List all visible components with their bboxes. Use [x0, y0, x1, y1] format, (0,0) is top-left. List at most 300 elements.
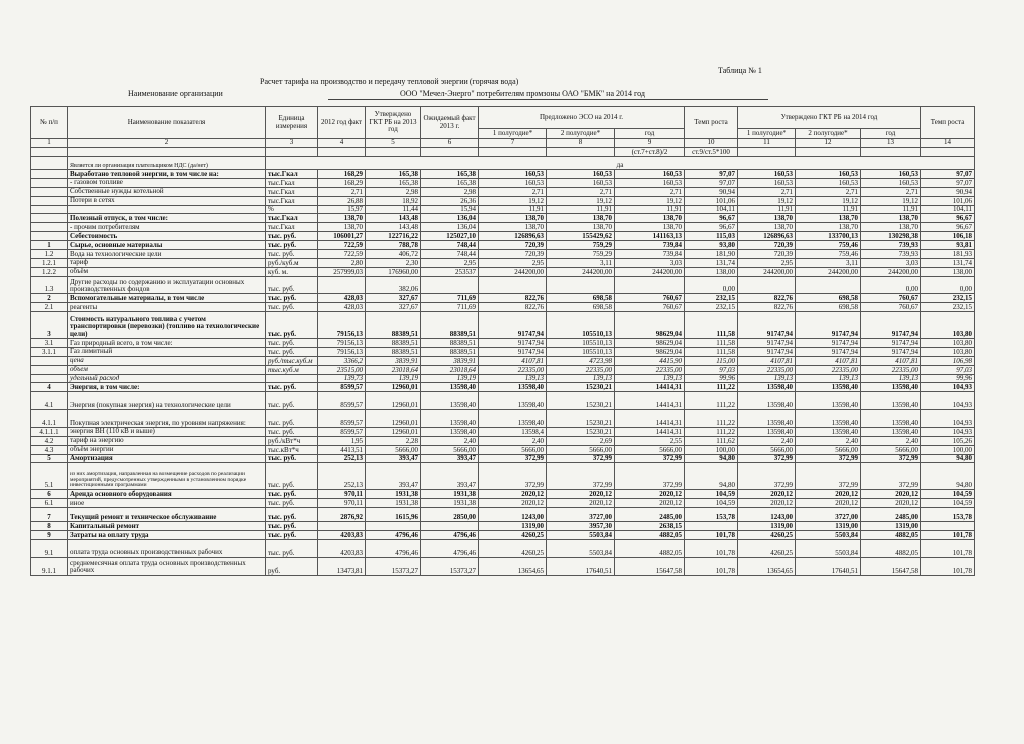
indicator-name: - прочим потребителям: [68, 223, 266, 232]
value-cell: [318, 522, 366, 531]
row-number: 4.3: [31, 445, 68, 454]
table-row: [31, 232, 975, 241]
value-cell: 4723,98: [547, 356, 615, 365]
value-cell: 88389,51: [366, 347, 421, 356]
value-cell: 104,59: [921, 499, 975, 508]
table-row: [31, 522, 975, 531]
value-cell: 14414,31: [615, 410, 685, 428]
value-cell: 11,91: [479, 205, 547, 214]
value-cell: 720,39: [738, 250, 796, 259]
value-cell: 12960,01: [366, 383, 421, 392]
value-cell: 15230,21: [547, 392, 615, 410]
row-number: 9.1: [31, 539, 68, 557]
value-cell: 88389,51: [421, 347, 479, 356]
value-cell: 2638,15: [615, 522, 685, 531]
value-cell: 96,67: [921, 223, 975, 232]
value-cell: 3727,00: [547, 507, 615, 521]
header-gkt-year: год: [861, 129, 921, 139]
value-cell: 760,67: [615, 303, 685, 312]
row-number: 6: [31, 490, 68, 499]
value-cell: [421, 522, 479, 531]
row-number: 5: [31, 454, 68, 463]
table-row: [31, 276, 975, 294]
value-cell: 253537: [421, 267, 479, 276]
column-number: 6: [421, 139, 479, 148]
value-cell: 8599,57: [318, 392, 366, 410]
value-cell: 14414,31: [615, 383, 685, 392]
indicator-name: Энергия (покупная энергия) на технологические цели: [68, 392, 266, 410]
header-eso-2014: Предложено ЭСО на 2014 г.: [479, 107, 685, 129]
value-cell: 101,78: [685, 531, 738, 540]
value-cell: 748,44: [421, 241, 479, 250]
value-cell: 11,44: [366, 205, 421, 214]
value-cell: 98629,04: [615, 312, 685, 339]
value-cell: 393,47: [366, 454, 421, 463]
value-cell: 122716,22: [366, 232, 421, 241]
value-cell: 428,03: [318, 294, 366, 303]
value-cell: 748,44: [421, 250, 479, 259]
value-cell: 4415,90: [615, 356, 685, 365]
value-cell: 372,99: [861, 463, 921, 490]
organization-line: [128, 89, 768, 99]
row-number: [31, 196, 68, 205]
value-cell: 720,39: [738, 241, 796, 250]
table-row: [31, 507, 975, 521]
value-cell: 5666,00: [796, 445, 861, 454]
value-cell: 2,30: [366, 258, 421, 267]
value-cell: 160,53: [738, 170, 796, 179]
unit-cell: тыс. руб.: [266, 531, 318, 540]
row-number: 3.1.1: [31, 347, 68, 356]
value-cell: 19,12: [547, 196, 615, 205]
value-cell: 428,03: [318, 303, 366, 312]
header-name: Наименование показателя: [68, 107, 266, 139]
value-cell: 139,13: [547, 374, 615, 383]
column-number-row: [31, 139, 975, 148]
value-cell: 3,03: [861, 258, 921, 267]
value-cell: 739,84: [615, 241, 685, 250]
value-cell: 5666,00: [479, 445, 547, 454]
value-cell: 4107,81: [861, 356, 921, 365]
value-cell: 13473,81: [318, 557, 366, 575]
value-cell: 104,59: [921, 490, 975, 499]
value-cell: 2020,12: [861, 490, 921, 499]
value-cell: 11,91: [861, 205, 921, 214]
value-cell: 101,06: [921, 196, 975, 205]
value-cell: 138,70: [796, 223, 861, 232]
value-cell: 138,70: [738, 223, 796, 232]
value-cell: 2020,12: [479, 490, 547, 499]
unit-cell: тыс.Гкал: [266, 178, 318, 187]
value-cell: 5503,84: [796, 539, 861, 557]
unit-cell: тыс.Гкал: [266, 214, 318, 223]
row-number: 4.2: [31, 436, 68, 445]
value-cell: 165,38: [421, 170, 479, 179]
value-cell: 160,53: [615, 170, 685, 179]
value-cell: 97,07: [685, 178, 738, 187]
row-number: [31, 205, 68, 214]
value-cell: 698,58: [796, 294, 861, 303]
header-gkt-growth: Темп роста: [921, 107, 975, 139]
value-cell: 160,53: [861, 170, 921, 179]
value-cell: 822,76: [738, 294, 796, 303]
column-number: 10: [685, 139, 738, 148]
value-cell: 139,13: [861, 374, 921, 383]
value-cell: 4413,51: [318, 445, 366, 454]
indicator-name: цена: [68, 356, 266, 365]
value-cell: 13598,40: [738, 392, 796, 410]
indicator-name: Другие расходы по содержанию и эксплуатации основных производственных фондов: [68, 276, 266, 294]
table-row: [31, 303, 975, 312]
value-cell: 94,80: [921, 454, 975, 463]
row-number: 1.3: [31, 276, 68, 294]
value-cell: 115,00: [685, 356, 738, 365]
value-cell: 11,91: [547, 205, 615, 214]
column-number: 13: [861, 139, 921, 148]
value-cell: 13598,40: [421, 392, 479, 410]
value-cell: 4107,81: [479, 356, 547, 365]
value-cell: 138,00: [685, 267, 738, 276]
value-cell: 138,70: [547, 214, 615, 223]
value-cell: 4796,46: [366, 531, 421, 540]
value-cell: 17640,51: [796, 557, 861, 575]
indicator-name: Стоимость натурального топлива с учетом транспортировки (перевозки) (топливо на технологические цели): [68, 312, 266, 339]
unit-cell: руб.: [266, 557, 318, 575]
indicator-name: удельный расход: [68, 374, 266, 383]
value-cell: 1931,38: [366, 499, 421, 508]
value-cell: 13598,40: [421, 410, 479, 428]
value-cell: 138,70: [615, 214, 685, 223]
value-cell: 722,59: [318, 250, 366, 259]
row-number: [31, 365, 68, 374]
value-cell: 98629,04: [615, 347, 685, 356]
value-cell: 5666,00: [738, 445, 796, 454]
table-row: [31, 347, 975, 356]
indicator-name: Выработано тепловой энергии, в том числе на:: [68, 170, 266, 179]
value-cell: 106,98: [921, 356, 975, 365]
row-number: 2.1: [31, 303, 68, 312]
value-cell: 822,76: [479, 294, 547, 303]
unit-cell: тыс.Гкал: [266, 170, 318, 179]
indicator-name: Амортизация: [68, 454, 266, 463]
value-cell: 372,99: [738, 454, 796, 463]
unit-cell: руб./кВт*ч: [266, 436, 318, 445]
value-cell: 970,11: [318, 490, 366, 499]
table-row: [31, 499, 975, 508]
row-number: 1.2.2: [31, 267, 68, 276]
value-cell: 3839,91: [421, 356, 479, 365]
table-row: [31, 557, 975, 575]
value-cell: 711,69: [421, 294, 479, 303]
value-cell: 138,70: [861, 214, 921, 223]
row-number: 2: [31, 294, 68, 303]
value-cell: [796, 276, 861, 294]
value-cell: 2020,12: [479, 499, 547, 508]
value-cell: 244200,00: [547, 267, 615, 276]
unit-cell: тыс.куб.м: [266, 365, 318, 374]
value-cell: 0,00: [685, 276, 738, 294]
value-cell: 8599,57: [318, 383, 366, 392]
value-cell: 126896,63: [479, 232, 547, 241]
value-cell: 104,93: [921, 410, 975, 428]
value-cell: 160,53: [738, 178, 796, 187]
table-row: [31, 267, 975, 276]
value-cell: 5666,00: [615, 445, 685, 454]
value-cell: 1931,38: [421, 499, 479, 508]
formula-growth: ст.9/ст.5*100: [685, 148, 738, 157]
value-cell: 4260,25: [479, 531, 547, 540]
indicator-name: [68, 205, 266, 214]
value-cell: 105510,13: [547, 312, 615, 339]
value-cell: 19,12: [861, 196, 921, 205]
unit-cell: тыс. руб.: [266, 463, 318, 490]
value-cell: 3839,91: [366, 356, 421, 365]
row-number: [31, 356, 68, 365]
value-cell: 99,96: [685, 374, 738, 383]
header-gkt-h2: 2 полугодие*: [796, 129, 861, 139]
value-cell: 111,62: [685, 436, 738, 445]
value-cell: 4882,05: [615, 539, 685, 557]
unit-cell: тыс. руб.: [266, 241, 318, 250]
table-row: [31, 365, 975, 374]
value-cell: 759,29: [547, 241, 615, 250]
value-cell: 232,15: [685, 294, 738, 303]
value-cell: 2,98: [421, 187, 479, 196]
value-cell: 5666,00: [547, 445, 615, 454]
value-cell: 103,80: [921, 312, 975, 339]
unit-cell: тыс. руб.: [266, 347, 318, 356]
value-cell: 19,12: [615, 196, 685, 205]
value-cell: 136,04: [421, 214, 479, 223]
value-cell: 2020,12: [615, 490, 685, 499]
value-cell: 3957,30: [547, 522, 615, 531]
value-cell: 91747,94: [479, 347, 547, 356]
value-cell: 13598,40: [738, 383, 796, 392]
unit-cell: руб./куб.м: [266, 258, 318, 267]
value-cell: 105510,13: [547, 338, 615, 347]
value-cell: 252,13: [318, 463, 366, 490]
value-cell: 26,88: [318, 196, 366, 205]
value-cell: 11,91: [615, 205, 685, 214]
value-cell: 93,80: [685, 241, 738, 250]
indicator-name: Вспомогательные материалы, в том числе: [68, 294, 266, 303]
value-cell: 100,00: [685, 445, 738, 454]
table-row: [31, 205, 975, 214]
value-cell: 257999,03: [318, 267, 366, 276]
value-cell: 12960,01: [366, 427, 421, 436]
value-cell: 115,03: [685, 232, 738, 241]
table-row: [31, 463, 975, 490]
value-cell: 94,80: [685, 454, 738, 463]
value-cell: 181,93: [921, 250, 975, 259]
indicator-name: тариф на энергию: [68, 436, 266, 445]
table-row: [31, 436, 975, 445]
table-row: [31, 223, 975, 232]
value-cell: 160,53: [796, 178, 861, 187]
unit-cell: тыс. руб.: [266, 499, 318, 508]
value-cell: 2,95: [421, 258, 479, 267]
table-row: [31, 539, 975, 557]
unit-cell: тыс. руб.: [266, 303, 318, 312]
indicator-name: иное: [68, 499, 266, 508]
value-cell: 739,93: [861, 250, 921, 259]
value-cell: 13598,40: [479, 383, 547, 392]
value-cell: 101,78: [921, 539, 975, 557]
value-cell: 15230,21: [547, 410, 615, 428]
value-cell: 4260,25: [479, 539, 547, 557]
value-cell: 105510,13: [547, 347, 615, 356]
value-cell: 0,00: [861, 276, 921, 294]
value-cell: 19,12: [796, 196, 861, 205]
value-cell: 4203,83: [318, 531, 366, 540]
value-cell: 111,22: [685, 383, 738, 392]
value-cell: [547, 276, 615, 294]
table-row: [31, 392, 975, 410]
value-cell: 8599,57: [318, 410, 366, 428]
value-cell: 160,53: [547, 170, 615, 179]
unit-cell: [266, 374, 318, 383]
value-cell: 12960,01: [366, 392, 421, 410]
unit-cell: тыс. руб.: [266, 539, 318, 557]
unit-cell: тыс. руб.: [266, 232, 318, 241]
value-cell: 138,70: [861, 223, 921, 232]
row-number: [31, 223, 68, 232]
value-cell: 126896,63: [738, 232, 796, 241]
value-cell: 15230,21: [547, 427, 615, 436]
indicator-name: Затраты на оплату труда: [68, 531, 266, 540]
value-cell: 3,11: [547, 258, 615, 267]
value-cell: 13654,65: [479, 557, 547, 575]
value-cell: 94,80: [921, 463, 975, 490]
value-cell: 104,93: [921, 383, 975, 392]
value-cell: 138,70: [547, 223, 615, 232]
table-row: [31, 356, 975, 365]
value-cell: 160,53: [547, 178, 615, 187]
indicator-name: тариф: [68, 258, 266, 267]
table-number: Таблица № 1: [718, 66, 762, 75]
value-cell: 96,67: [685, 223, 738, 232]
header-num: № п/п: [31, 107, 68, 139]
indicator-name: - газовом топливе: [68, 178, 266, 187]
value-cell: 125027,10: [421, 232, 479, 241]
unit-cell: тыс. руб.: [266, 250, 318, 259]
header-eso-h1: 1 полугодие*: [479, 129, 547, 139]
value-cell: 22335,00: [861, 365, 921, 374]
value-cell: 22335,00: [615, 365, 685, 374]
value-cell: 1319,00: [861, 522, 921, 531]
unit-cell: тыс. руб.: [266, 507, 318, 521]
value-cell: 2485,00: [861, 507, 921, 521]
indicator-name: Покупная электрическая энергия, по уровням напряжения:: [68, 410, 266, 428]
table-row: [31, 410, 975, 428]
value-cell: 136,04: [421, 223, 479, 232]
value-cell: 244200,00: [861, 267, 921, 276]
value-cell: 138,70: [796, 214, 861, 223]
value-cell: 760,67: [615, 294, 685, 303]
value-cell: 181,90: [685, 250, 738, 259]
value-cell: 160,53: [615, 178, 685, 187]
value-cell: 97,07: [921, 178, 975, 187]
row-number: 8: [31, 522, 68, 531]
value-cell: 1319,00: [796, 522, 861, 531]
table-row: [31, 445, 975, 454]
value-cell: 393,47: [366, 463, 421, 490]
indicator-name: Сырье, основные материалы: [68, 241, 266, 250]
table-row: [31, 250, 975, 259]
row-number: 3: [31, 312, 68, 339]
row-number: [31, 187, 68, 196]
value-cell: 970,11: [318, 499, 366, 508]
value-cell: 130298,38: [861, 232, 921, 241]
organization-underline: [328, 99, 768, 100]
table-row: [31, 241, 975, 250]
value-cell: 153,78: [921, 507, 975, 521]
value-cell: 327,67: [366, 294, 421, 303]
value-cell: 22335,00: [738, 365, 796, 374]
value-cell: 1931,38: [366, 490, 421, 499]
value-cell: 165,38: [366, 178, 421, 187]
unit-cell: тыс.Гкал: [266, 223, 318, 232]
table-row: [31, 454, 975, 463]
value-cell: 739,84: [615, 250, 685, 259]
value-cell: 139,13: [479, 374, 547, 383]
value-cell: [921, 522, 975, 531]
column-number: 5: [366, 139, 421, 148]
unit-cell: руб./тыс.куб.м: [266, 356, 318, 365]
value-cell: 96,67: [921, 214, 975, 223]
value-cell: 244200,00: [479, 267, 547, 276]
value-cell: 722,59: [318, 241, 366, 250]
value-cell: 2,40: [861, 436, 921, 445]
unit-cell: тыс. руб.: [266, 312, 318, 339]
value-cell: 111,58: [685, 338, 738, 347]
unit-cell: тыс. руб.: [266, 383, 318, 392]
value-cell: 698,58: [547, 303, 615, 312]
header-gkt2013: Утверждено ГКТ РБ на 2013 год: [366, 107, 421, 139]
value-cell: 13598,40: [861, 383, 921, 392]
value-cell: 327,67: [366, 303, 421, 312]
value-cell: 13598,40: [861, 427, 921, 436]
table-row: [31, 187, 975, 196]
value-cell: 13654,65: [738, 557, 796, 575]
row-number: 4.1.1.1: [31, 427, 68, 436]
value-cell: 1931,38: [421, 490, 479, 499]
value-cell: 1615,96: [366, 507, 421, 521]
value-cell: [421, 276, 479, 294]
table-row: [31, 258, 975, 267]
value-cell: 15647,58: [861, 557, 921, 575]
unit-cell: тыс. руб.: [266, 276, 318, 294]
value-cell: 2485,00: [615, 507, 685, 521]
value-cell: 372,99: [738, 463, 796, 490]
value-cell: 739,93: [861, 241, 921, 250]
row-number: 1: [31, 241, 68, 250]
value-cell: 19,12: [738, 196, 796, 205]
value-cell: 139,13: [796, 374, 861, 383]
unit-cell: куб. м.: [266, 267, 318, 276]
value-cell: 2850,00: [421, 507, 479, 521]
indicator-name: среднемесячная оплата труда основных производственных рабочих: [68, 557, 266, 575]
value-cell: 13598,40: [738, 427, 796, 436]
value-cell: 2,95: [738, 258, 796, 267]
value-cell: 138,00: [921, 267, 975, 276]
value-cell: 104,59: [685, 490, 738, 499]
value-cell: 15373,27: [421, 557, 479, 575]
column-number: 4: [318, 139, 366, 148]
unit-cell: тыс. руб.: [266, 392, 318, 410]
header-expected-2013: Ожидаемый факт 2013 г.: [421, 107, 479, 139]
value-cell: 91747,94: [861, 347, 921, 356]
